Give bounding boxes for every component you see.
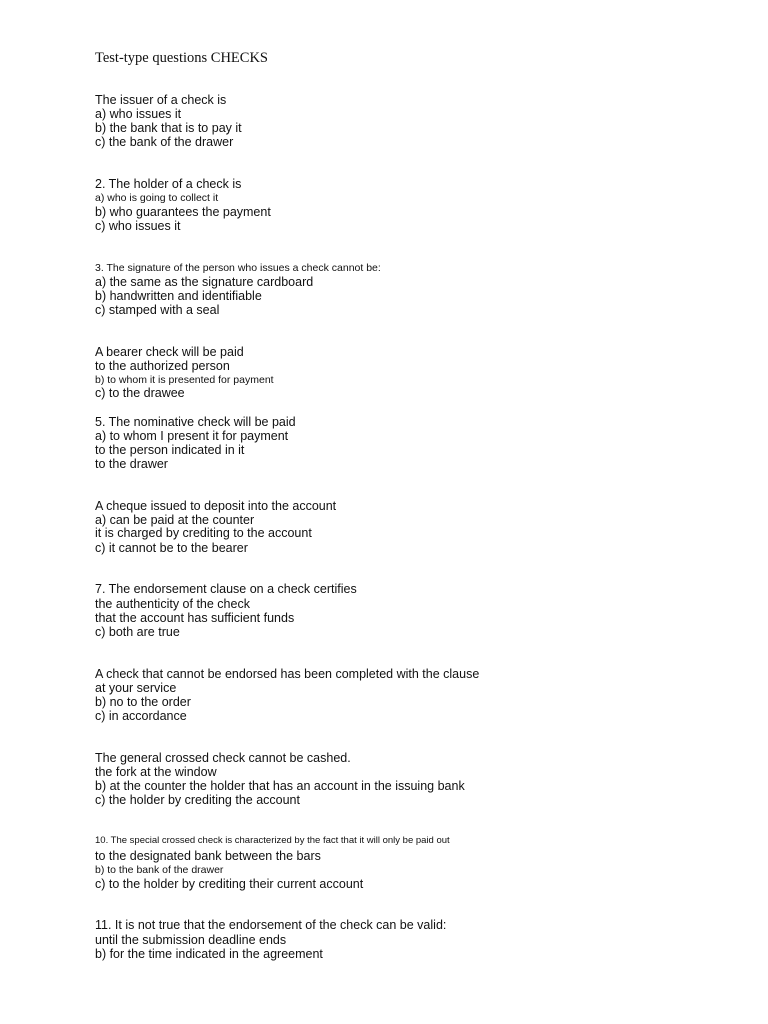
- question-3-option-a: a) the same as the signature cardboard: [95, 275, 314, 289]
- question-10-text: 10. The special crossed check is characterized by the fact that it will only be paid out: [95, 835, 450, 846]
- question-2-option-b: b) who guarantees the payment: [95, 205, 271, 219]
- question-7-text: 7. The endorsement clause on a check certifies: [95, 582, 357, 596]
- question-10-option-a: to the designated bank between the bars: [95, 849, 321, 863]
- question-6-text: A cheque issued to deposit into the account: [95, 499, 337, 513]
- question-1-option-b: b) the bank that is to pay it: [95, 121, 242, 135]
- question-7-option-c: c) both are true: [95, 625, 180, 639]
- question-2-option-a: a) who is going to collect it: [95, 192, 219, 204]
- question-4-text: A bearer check will be paid: [95, 345, 244, 359]
- question-11-text: 11. It is not true that the endorsement of the check can be valid:: [95, 918, 447, 932]
- question-8-option-c: c) in accordance: [95, 709, 187, 723]
- question-4-option-b: b) to whom it is presented for payment: [95, 374, 274, 386]
- question-4-option-a: to the authorized person: [95, 359, 230, 373]
- question-6-option-c: c) it cannot be to the bearer: [95, 541, 248, 555]
- question-5-option-b: to the person indicated in it: [95, 443, 245, 457]
- question-5-option-a: a) to whom I present it for payment: [95, 429, 289, 443]
- question-9-text: The general crossed check cannot be cashed.: [95, 751, 351, 765]
- question-4-option-c: c) to the drawee: [95, 386, 185, 400]
- question-1-text: The issuer of a check is: [95, 93, 227, 107]
- question-9-option-a: the fork at the window: [95, 765, 217, 779]
- question-3-text: 3. The signature of the person who issues a check cannot be:: [95, 262, 381, 274]
- question-5-option-c: to the drawer: [95, 457, 168, 471]
- document-title: Test-type questions CHECKS: [95, 50, 268, 66]
- question-9-option-b: b) at the counter the holder that has an account in the issuing bank: [95, 779, 465, 793]
- question-6-option-a: a) can be paid at the counter: [95, 513, 255, 527]
- question-1-option-c: c) the bank of the drawer: [95, 135, 234, 149]
- question-10-option-c: c) to the holder by crediting their current account: [95, 877, 364, 891]
- question-2-option-c: c) who issues it: [95, 219, 181, 233]
- question-11-option-b: b) for the time indicated in the agreement: [95, 947, 323, 961]
- question-11-option-a: until the submission deadline ends: [95, 933, 287, 947]
- question-1-option-a: a) who issues it: [95, 107, 182, 121]
- question-3-option-c: c) stamped with a seal: [95, 303, 220, 317]
- question-2-text: 2. The holder of a check is: [95, 177, 242, 191]
- question-8-option-a: at your service: [95, 681, 177, 695]
- question-10-option-b: b) to the bank of the drawer: [95, 864, 224, 876]
- question-9-option-c: c) the holder by crediting the account: [95, 793, 300, 807]
- question-7-option-a: the authenticity of the check: [95, 597, 250, 611]
- question-7-option-b: that the account has sufficient funds: [95, 611, 295, 625]
- question-8-text: A check that cannot be endorsed has been completed with the clause: [95, 667, 480, 681]
- question-6-option-b: it is charged by crediting to the account: [95, 526, 312, 540]
- question-3-option-b: b) handwritten and identifiable: [95, 289, 262, 303]
- question-5-text: 5. The nominative check will be paid: [95, 415, 296, 429]
- question-8-option-b: b) no to the order: [95, 695, 191, 709]
